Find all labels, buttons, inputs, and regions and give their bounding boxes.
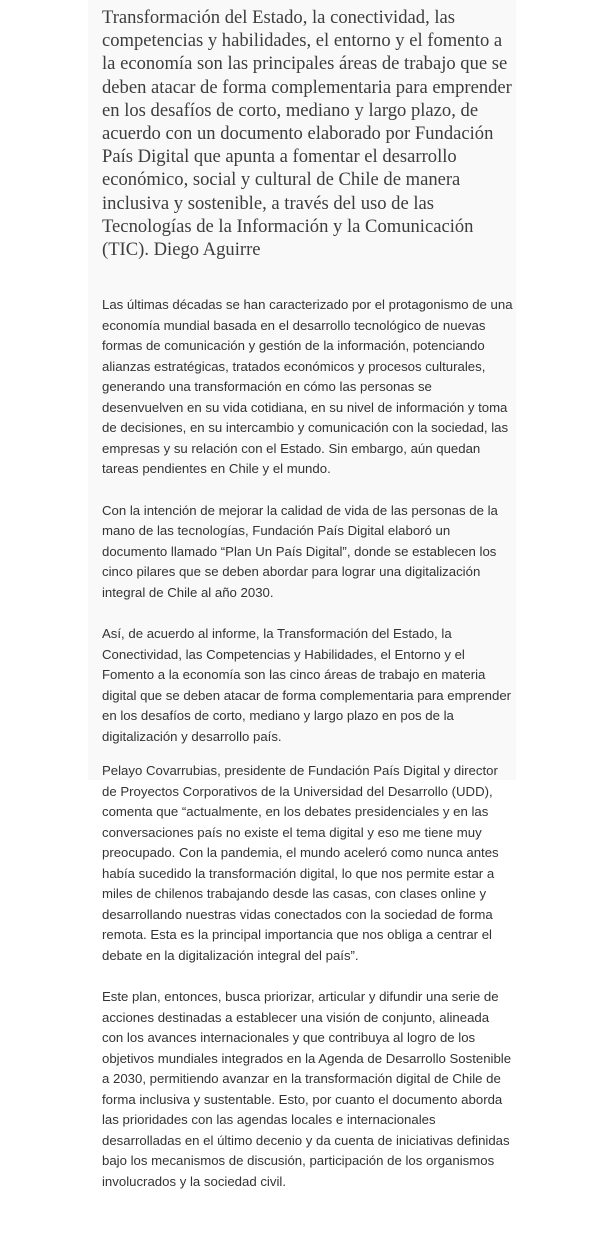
article-paragraph: Así, de acuerdo al informe, la Transformación del Estado, la Conectividad, las Competencias y Habilidades, el Entorno y el Fomento a la economía son las cinco áreas de trabajo en materia digital que se deben atacar de forma complementaria para emprender en los desafíos de corto, mediano y largo plazo en pos de la digitalización y desarrollo país. — [102, 626, 512, 744]
article-lead: Transformación del Estado, la conectividad, las competencias y habilidades, el entorno y el fomento a la economía son las principales áreas de trabajo que se deben atacar de forma complementaria para emprender en los desafíos de corto, mediano y largo plazo, de acuerdo con un documento elaborado por Fundación País Digital que apunta a fomentar el desarrollo económico, social y cultural de Chile de manera inclusiva y sostenible, a través del uso de las Tecnologías de la Información y la Comunicación (TIC). Diego Aguirre — [102, 7, 512, 261]
article-paragraph: Con la intención de mejorar la calidad de vida de las personas de la mano de las tecnologías, Fundación País Digital elaboró un documento llamado “Plan Un País Digital”, donde se establecen los cinco pilares que se deben abordar para lograr una digitalización integral de Chile al año 2030. — [102, 502, 498, 600]
article-paragraph: Pelayo Covarrubias, presidente de Fundación País Digital y director de Proyectos Corporativos de la Universidad del Desarrollo (UDD), comenta que “actualmente, en los debates presidenciales y en las conversaciones país no existe el tema digital y eso me tiene muy preocupado. Con la pandemia, el mundo aceleró como nunca antes había sucedido la transformación digital, lo que nos permite estar a miles de chilenos trabajando desde las casas, con clases online y desarrollando nuestras vidas conectados con la sociedad de forma remota. Esta es la principal importancia que nos obliga a centrar el debate en la digitalización integral del país”. — [102, 763, 499, 963]
article-body — [102, 6, 514, 1213]
article-paragraph: Las últimas décadas se han caracterizado por el protagonismo de una economía mundial basada en el desarrollo tecnológico de nuevas formas de comunicación y gestión de la información, potenciando alianzas estratégicas, tratados económicos y procesos culturales, generando una transformación en cómo las personas se desenvuelven en su vida cotidiana, en su nivel de información y toma de decisiones, en su intercambio y comunicación con la sociedad, las empresas y su relación con el Estado. Sin embargo, aún quedan tareas pendientes en Chile y el mundo. — [102, 297, 513, 477]
article-paragraph: Este plan, entonces, busca priorizar, articular y difundir una serie de acciones destinadas a establecer una visión de conjunto, alineada con los avances internacionales y que contribuya al logro de los objetivos mundiales integrados en la Agenda de Desarrollo Sostenible a 2030, permitiendo avanzar en la transformación digital de Chile de forma inclusiva y sustentable. Esto, por cuanto el documento aborda las prioridades con las agendas locales e internacionales desarrolladas en el último decenio y da cuenta de iniciativas definidas bajo los mecanismos de discusión, participación de los organismos involucrados y la sociedad civil. — [102, 989, 512, 1189]
